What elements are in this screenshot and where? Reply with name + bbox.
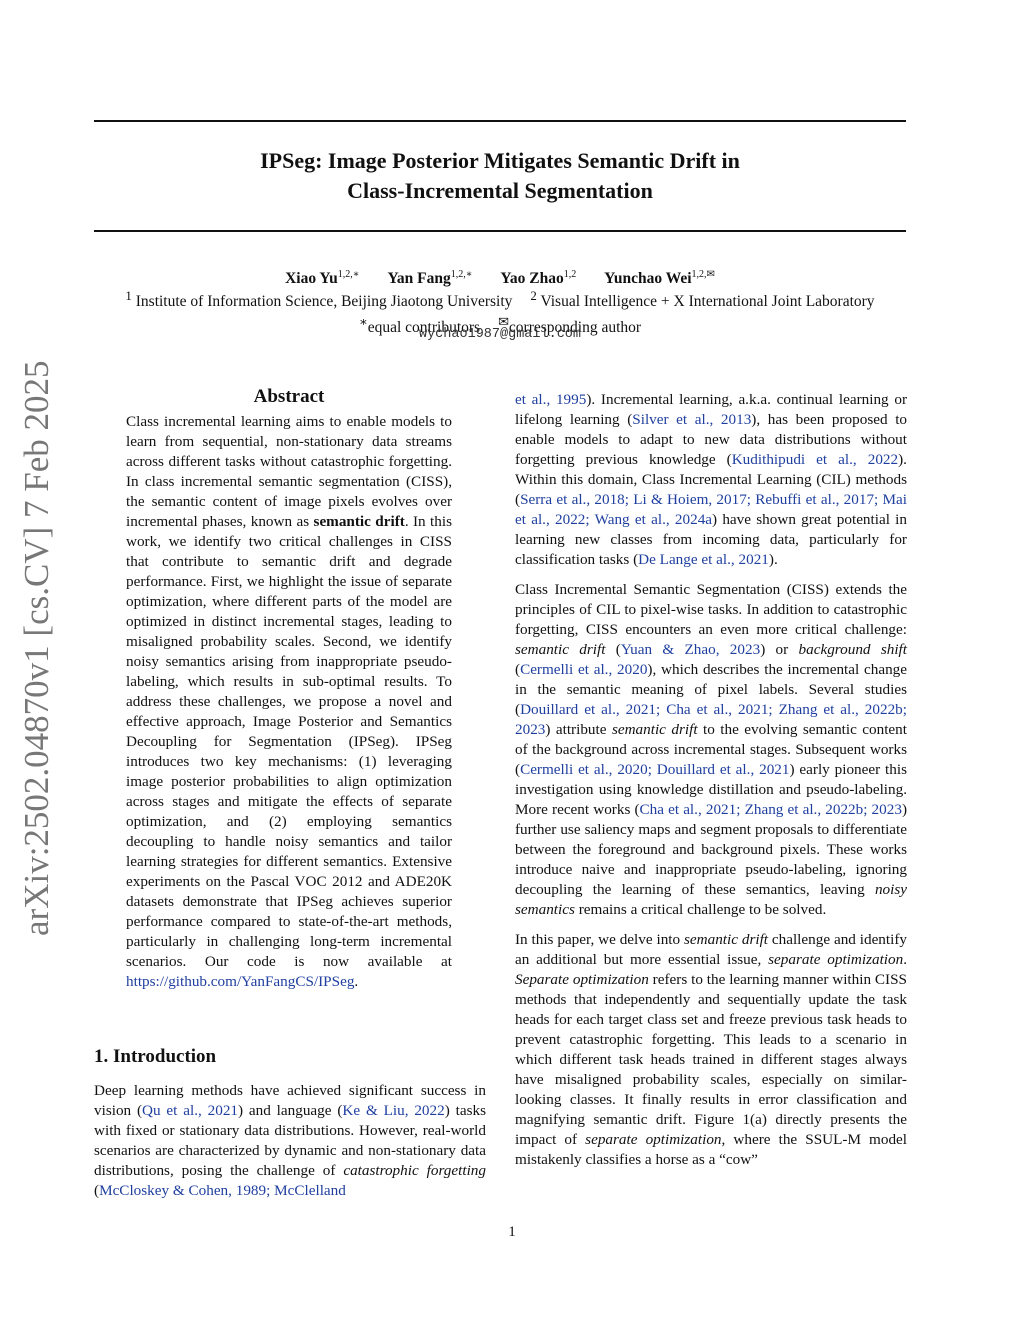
title-line-2: Class-Incremental Segmentation — [347, 178, 653, 203]
abstract-text: Class incremental learning aims to enable models to learn from sequential, non-stationary data streams across different tasks without catastrophic forgetting. In class incremental semantic segmentation (CISS), the semantic content of image pixels evolves over incremental phases, known as semantic drift. In this work, we identify two critical challenges in CISS that contribute to semantic drift and degrade performance. First, we highlight the issue of separate optimization, where different parts of the model are optimized in distinct incremental stages, leading to misaligned probability scales. Second, we identify noisy semantics arising from inappropriate pseudo-labeling, which results in sub-optimal results. To address these challenges, we propose a novel and effective approach, Image Posterior and Semantics Decoupling for Segmentation (IPSeg). IPSeg introduces two key mechanisms: (1) leveraging image posterior probabilities to align optimization across stages and mitigate the effects of separate optimization, and (2) employing semantics decoupling to handle noisy semantics and tailor learning strategies for different semantics. Extensive experiments on the Pascal VOC 2012 and ADE20K datasets demonstrate that IPSeg achieves superior performance compared to state-of-the-art methods, particularly in challenging long-term incremental scenarios. Our code is now available at https://github.com/YanFangCS/IPSeg. — [126, 413, 452, 990]
affiliation-line: $^1$ Institute of Information Science, Beijing Jiaotong University $^2$ Visual Intelligence + X International Joint Laboratory — [125, 288, 875, 311]
abstract-heading: Abstract — [253, 386, 325, 407]
code-link[interactable]: https://github.com/YanFangCS/IPSeg — [126, 973, 355, 990]
citation-link[interactable]: Yuan & Zhao, 2023 — [620, 641, 761, 658]
title-bottom-rule — [94, 230, 906, 232]
paper-title — [94, 146, 906, 206]
citation-link[interactable]: Cermelli et al., 2020 — [520, 661, 648, 678]
citation-link[interactable]: Silver et al., 2013 — [632, 411, 752, 428]
citation-link[interactable]: Serra et al., 2018; Li & Hoiem, 2017; Rebuffi et al., 2017; Mai et al., 2022; Wang et al., 2024a — [515, 491, 907, 528]
paragraph: In this paper, we delve into semantic drift challenge and identify an additional but more essential issue, separate optimization. Separate optimization refers to the learning manner within CISS methods that independently and sequentially update the task heads for each target class set and freeze previous task heads to prevent catastrophic forgetting. This leads to a scenario in which different task heads trained in different stages always have misaligned probability scales, especially on similar-looking classes. It finally results in error classification and magnifying semantic drift. Figure 1(a) directly presents the impact of separate optimization, where the SSUL-M model mistakenly classifies a horse as a “cow” — [515, 931, 907, 1168]
citation-link[interactable]: Cermelli et al., 2020; Douillard et al., 2021 — [520, 761, 790, 778]
author: Xiao $Yu^{1,2,∗}$ — [285, 269, 360, 288]
paragraph: Class Incremental Semantic Segmentation (CISS) extends the principles of CIL to pixel-wise tasks. In addition to catastrophic forgetting, CISS encounters an even more critical challenge: semantic drift (Yuan & Zhao, 2023) or background shift (Cermelli et al., 2020), which describes the incremental change in the semantic meaning of pixel labels. Several studies (Douillard et al., 2021; Cha et al., 2021; Zhang et al., 2022b; 2023) attribute semantic drift to the evolving semantic content of the background across incremental stages. Subsequent works (Cermelli et al., 2020; Douillard et al., 2021) early pioneer this investigation using knowledge distillation and pseudo-labeling. More recent works (Cha et al., 2021; Zhang et al., 2022b; 2023) further use saliency maps and segment proposals to differentiate between the foreground and background pixels. These works introduce naive and inappropriate pseudo-labeling, ignoring decoupling the learning of these semantics, leaving noisy semantics remains a critical challenge to be solved. — [515, 581, 908, 918]
arxiv-sidebar: arXiv:2502.04870v1 [cs.CV] 7 Feb 2025 — [17, 360, 56, 936]
citation-link[interactable]: De Lange et al., 2021 — [638, 551, 769, 568]
author: Yao Zhao$^{1,2}$ — [500, 269, 577, 288]
title-line-1: IPSeg: Image Posterior Mitigates Semantic Drift in — [260, 148, 740, 173]
citation-link[interactable]: Kudithipudi et al., 2022 — [731, 451, 899, 468]
contact-email[interactable]: wychao1987@gmail.com — [418, 327, 582, 342]
citation-link[interactable]: Douillard et al., 2021; Cha et al., 2021; Zhang et al., 2022b; 2023 — [515, 701, 907, 738]
intro-paragraph: Deep learning methods have achieved significant success in vision (Qu et al., 2021) and language (Ke & Liu, 2022) tasks with fixed or stationary data distributions. However, real-world scenarios are characterized by dynamic and non-stationary data distributions, posing the challenge of catastrophic forgetting (McCloskey & Cohen, 1989; McClelland — [94, 1082, 486, 1199]
citation-link[interactable]: McCloskey & Cohen, 1989; McClelland — [99, 1182, 346, 1199]
page-number: 1 — [508, 1224, 516, 1240]
citation-link[interactable]: Qu et al., 2021 — [142, 1102, 239, 1119]
top-rule — [94, 120, 906, 122]
citation-link[interactable]: Cha et al., 2021; Zhang et al., 2022b; 2023 — [639, 801, 902, 818]
citation-link[interactable]: et al., 1995 — [515, 391, 587, 408]
right-column — [515, 390, 907, 1180]
citation-link[interactable]: Ke & Liu, 2022 — [342, 1102, 445, 1119]
author: Yan Fang$^{1,2,∗}$ — [387, 269, 473, 288]
contribution-notes: ∗equal contributors ✉corresponding author — [358, 314, 642, 337]
author: Yunchao Wei$^{1,2,✉}$ — [604, 269, 715, 288]
paragraph: et al., 1995). Incremental learning, a.k.a. continual learning or lifelong learning (Silver et al., 2013), has been proposed to enable models to adapt to new data distributions without forgetting previous knowledge (Kudithipudi et al., 2022). Within this domain, Class Incremental Learning (CIL) methods (Serra et al., 2018; Li & Hoiem, 2017; Rebuffi et al., 2017; Mai et al., 2022; Wang et al., 2024a) have shown great potential in learning new classes from incoming data, particularly for classification tasks (De Lange et al., 2021). — [515, 391, 908, 568]
section-heading-introduction: 1. Introduction — [94, 1046, 217, 1067]
